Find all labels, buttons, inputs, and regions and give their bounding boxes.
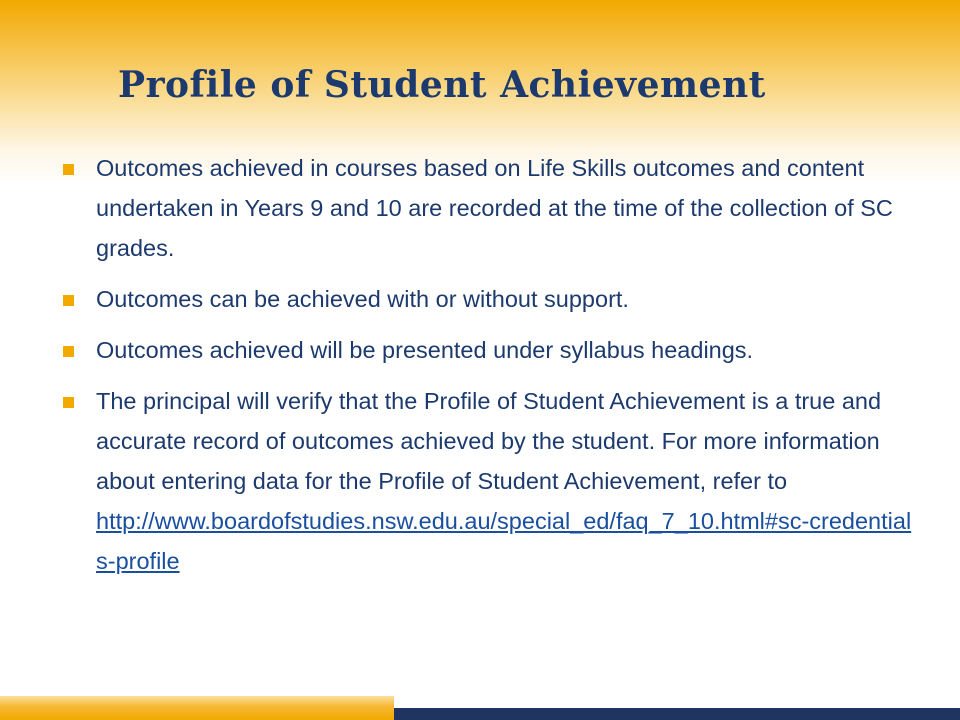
bullet-item [63, 330, 913, 370]
footer-navy-bar [394, 708, 960, 720]
footer-gold-bar [0, 696, 394, 720]
slide-title: Profile of Student Achievement [118, 64, 766, 106]
square-bullet-icon [63, 397, 74, 408]
bullet-text: Outcomes can be achieved with or without support. [96, 286, 629, 312]
bullet-text: Outcomes achieved in courses based on Life Skills outcomes and content undertaken in Years 9 and 10 are recorded at the time of the collection of SC grades. [96, 155, 893, 261]
bullet-text: Outcomes achieved will be presented under syllabus headings. [96, 337, 754, 363]
bullet-item [63, 279, 913, 319]
square-bullet-icon [63, 346, 74, 357]
bullet-item [63, 148, 913, 268]
square-bullet-icon [63, 164, 74, 175]
bullet-item [63, 381, 913, 581]
bullet-text: The principal will verify that the Profile of Student Achievement is a true and accurate record of outcomes achieved by the student. For more information about entering data for the Profile of Student Achievement, refer to [96, 388, 882, 494]
bullet-list [63, 148, 913, 592]
square-bullet-icon [63, 295, 74, 306]
board-of-studies-link[interactable]: http://www.boardofstudies.nsw.edu.au/special_ed/faq_7_10.html#sc-credentials-profile [96, 508, 912, 574]
